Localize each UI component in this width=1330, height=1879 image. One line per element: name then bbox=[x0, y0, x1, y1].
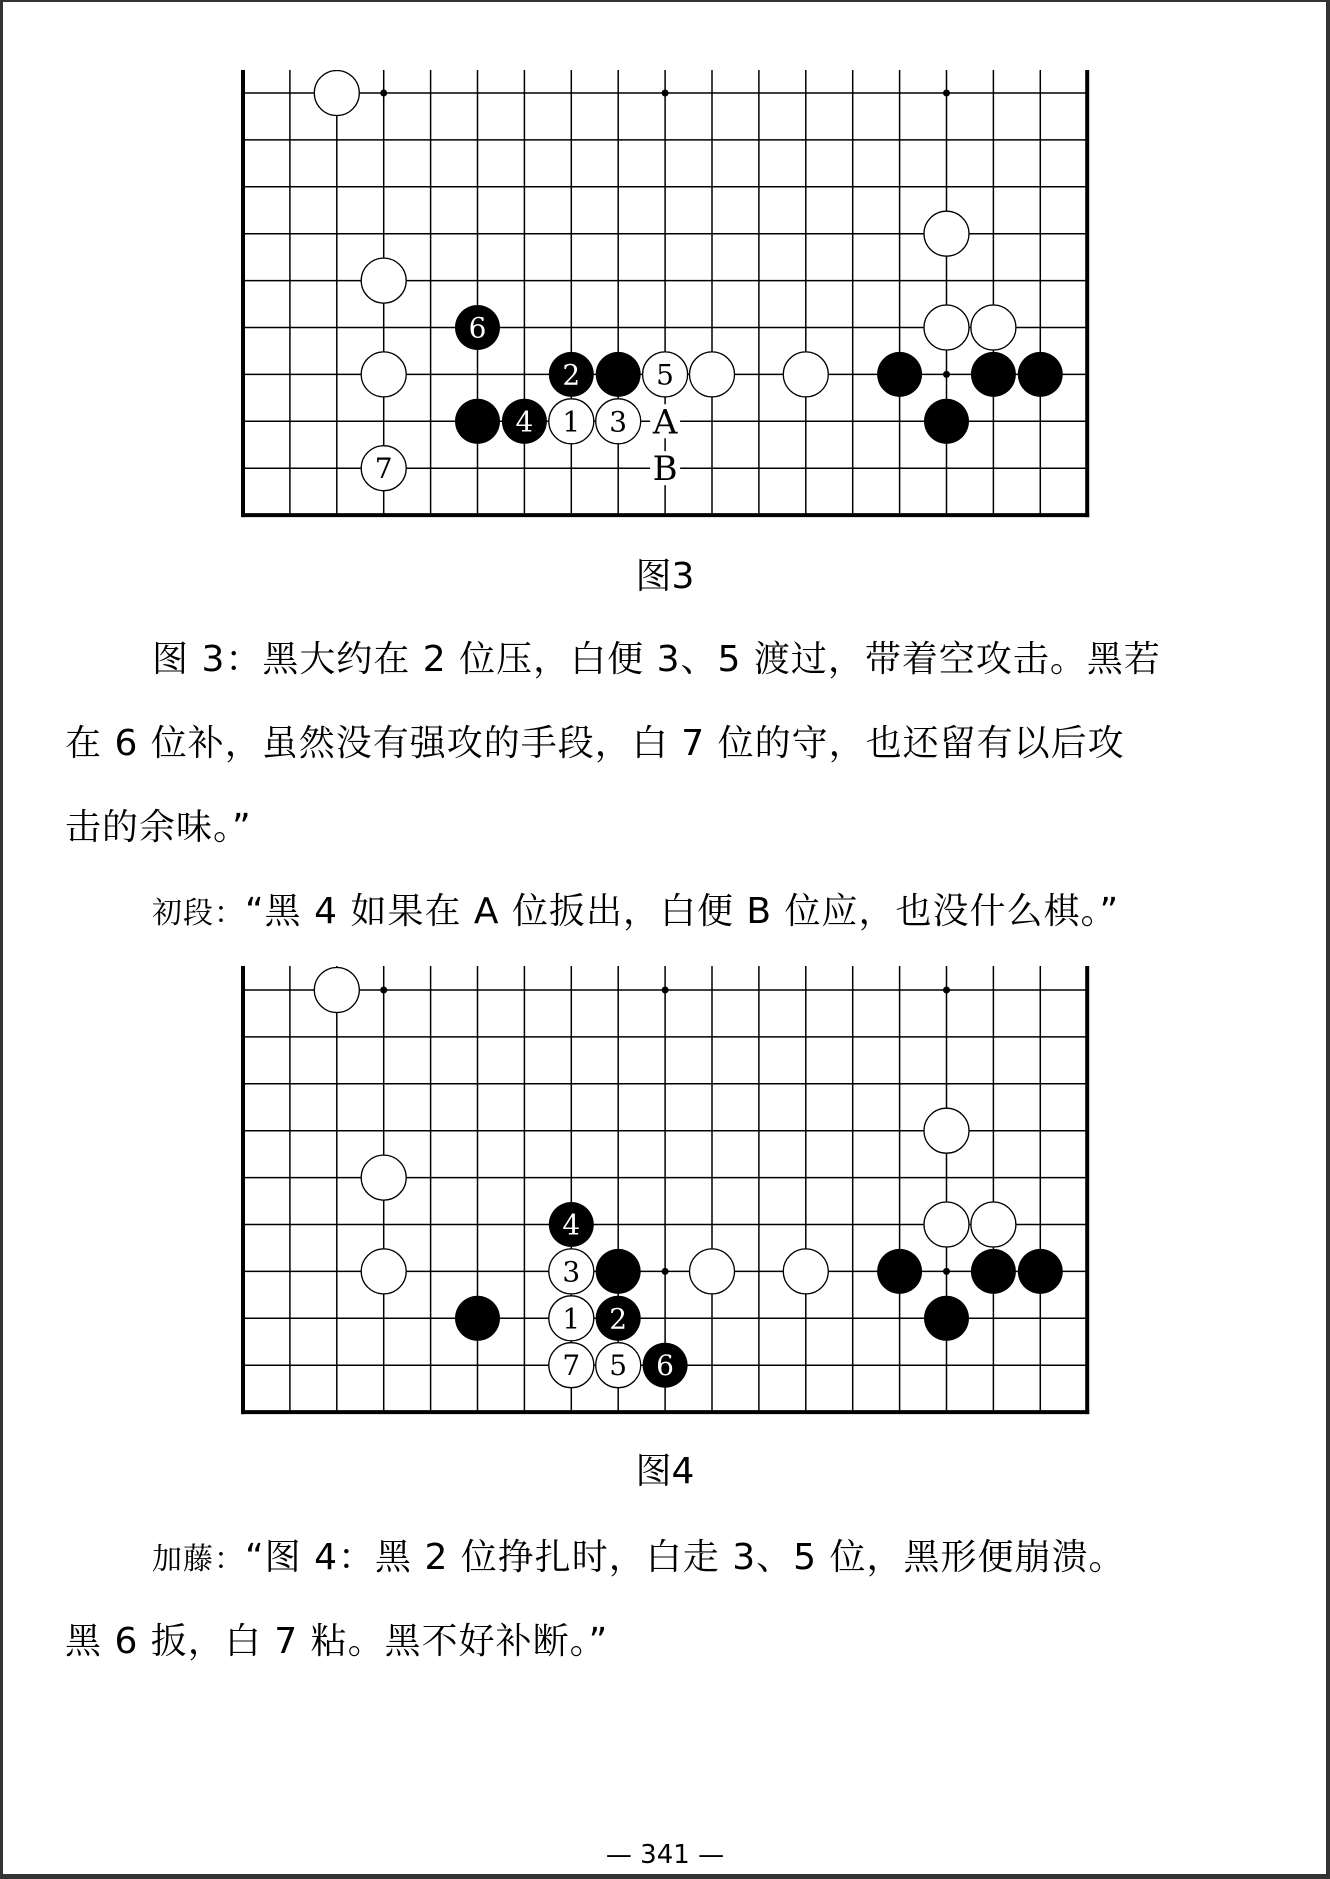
white-stone bbox=[689, 352, 734, 397]
svg-text:7: 7 bbox=[374, 452, 393, 486]
black-stone bbox=[924, 399, 969, 444]
black-stone-2 bbox=[596, 1296, 641, 1341]
star-point bbox=[943, 89, 950, 96]
paragraph-1-line-2: 在 6 位补，虽然没有强攻的手段，白 7 位的守，也还留有以后攻 bbox=[65, 723, 1125, 764]
svg-text:6: 6 bbox=[468, 311, 487, 345]
star-point bbox=[662, 89, 669, 96]
white-stone-7 bbox=[361, 446, 406, 491]
svg-text:3: 3 bbox=[562, 1255, 581, 1289]
white-stone-1 bbox=[549, 399, 594, 444]
svg-text:5: 5 bbox=[609, 1349, 628, 1383]
svg-text:1: 1 bbox=[562, 1302, 581, 1336]
black-stone bbox=[924, 1296, 969, 1341]
svg-text:7: 7 bbox=[562, 1349, 581, 1383]
board-svg bbox=[0, 966, 1330, 1422]
black-stone bbox=[1018, 1249, 1063, 1294]
white-stone bbox=[361, 258, 406, 303]
point-label-a: A bbox=[652, 402, 678, 443]
svg-text:2: 2 bbox=[609, 1302, 628, 1336]
white-stone bbox=[689, 1249, 734, 1294]
page-number: — 341 — bbox=[605, 1840, 725, 1870]
white-stone bbox=[924, 1108, 969, 1153]
white-stone bbox=[361, 1249, 406, 1294]
black-stone bbox=[877, 1249, 922, 1294]
board-svg bbox=[0, 70, 1330, 525]
paragraph-1-line-1: 图 3：黑大约在 2 位压，白便 3、5 渡过，带着空攻击。黑若 bbox=[152, 639, 1161, 680]
go-diagram-4 bbox=[0, 966, 1330, 1422]
star-point bbox=[943, 371, 950, 378]
quote-text: “图 4：黑 2 位挣扎时，白走 3、5 位，黑形便崩溃。 bbox=[245, 1537, 1126, 1578]
star-point bbox=[662, 1268, 669, 1275]
black-stone bbox=[596, 352, 641, 397]
paragraph-2-line-1 bbox=[152, 890, 1119, 936]
black-stone bbox=[971, 352, 1016, 397]
black-stone bbox=[971, 1249, 1016, 1294]
black-stone bbox=[1018, 352, 1063, 397]
white-stone-1 bbox=[549, 1296, 594, 1341]
white-stone bbox=[924, 305, 969, 350]
star-point bbox=[943, 986, 950, 993]
black-stone bbox=[455, 1296, 500, 1341]
figure-3-caption: 图3 bbox=[635, 556, 695, 597]
white-stone bbox=[314, 70, 359, 115]
svg-text:2: 2 bbox=[562, 358, 581, 392]
quote-text: “黑 4 如果在 A 位扳出，白便 B 位应，也没什么棋。” bbox=[245, 891, 1120, 932]
white-stone bbox=[314, 968, 359, 1013]
white-stone-3 bbox=[549, 1249, 594, 1294]
black-stone-4 bbox=[502, 399, 547, 444]
speaker-label: 加藤： bbox=[152, 1542, 245, 1577]
point-label-b: B bbox=[652, 449, 678, 490]
white-stone-5 bbox=[643, 352, 688, 397]
white-stone bbox=[361, 352, 406, 397]
speaker-label: 初段： bbox=[152, 896, 245, 931]
white-stone bbox=[971, 1202, 1016, 1247]
white-stone bbox=[971, 305, 1016, 350]
svg-text:4: 4 bbox=[562, 1208, 581, 1242]
white-stone-3 bbox=[596, 399, 641, 444]
paragraph-3-line-1 bbox=[152, 1536, 1126, 1582]
go-diagram-3 bbox=[0, 70, 1330, 525]
svg-text:1: 1 bbox=[562, 405, 581, 439]
svg-text:5: 5 bbox=[656, 358, 675, 392]
white-stone bbox=[783, 352, 828, 397]
black-stone-6 bbox=[643, 1343, 688, 1388]
star-point bbox=[380, 986, 387, 993]
white-stone bbox=[783, 1249, 828, 1294]
black-stone bbox=[455, 399, 500, 444]
white-stone bbox=[924, 211, 969, 256]
black-stone-6 bbox=[455, 305, 500, 350]
svg-text:4: 4 bbox=[515, 405, 534, 439]
black-stone bbox=[596, 1249, 641, 1294]
svg-text:3: 3 bbox=[609, 405, 628, 439]
paragraph-3-line-2: 黑 6 扳，白 7 粘。黑不好补断。” bbox=[65, 1621, 609, 1662]
star-point bbox=[943, 1268, 950, 1275]
black-stone-2 bbox=[549, 352, 594, 397]
black-stone bbox=[877, 352, 922, 397]
svg-text:6: 6 bbox=[656, 1349, 675, 1383]
star-point bbox=[662, 986, 669, 993]
white-stone bbox=[924, 1202, 969, 1247]
white-stone-7 bbox=[549, 1343, 594, 1388]
figure-4-caption: 图4 bbox=[635, 1451, 695, 1492]
star-point bbox=[380, 89, 387, 96]
white-stone bbox=[361, 1155, 406, 1200]
paragraph-1-line-3: 击的余味。” bbox=[65, 807, 252, 848]
black-stone-4 bbox=[549, 1202, 594, 1247]
white-stone-5 bbox=[596, 1343, 641, 1388]
